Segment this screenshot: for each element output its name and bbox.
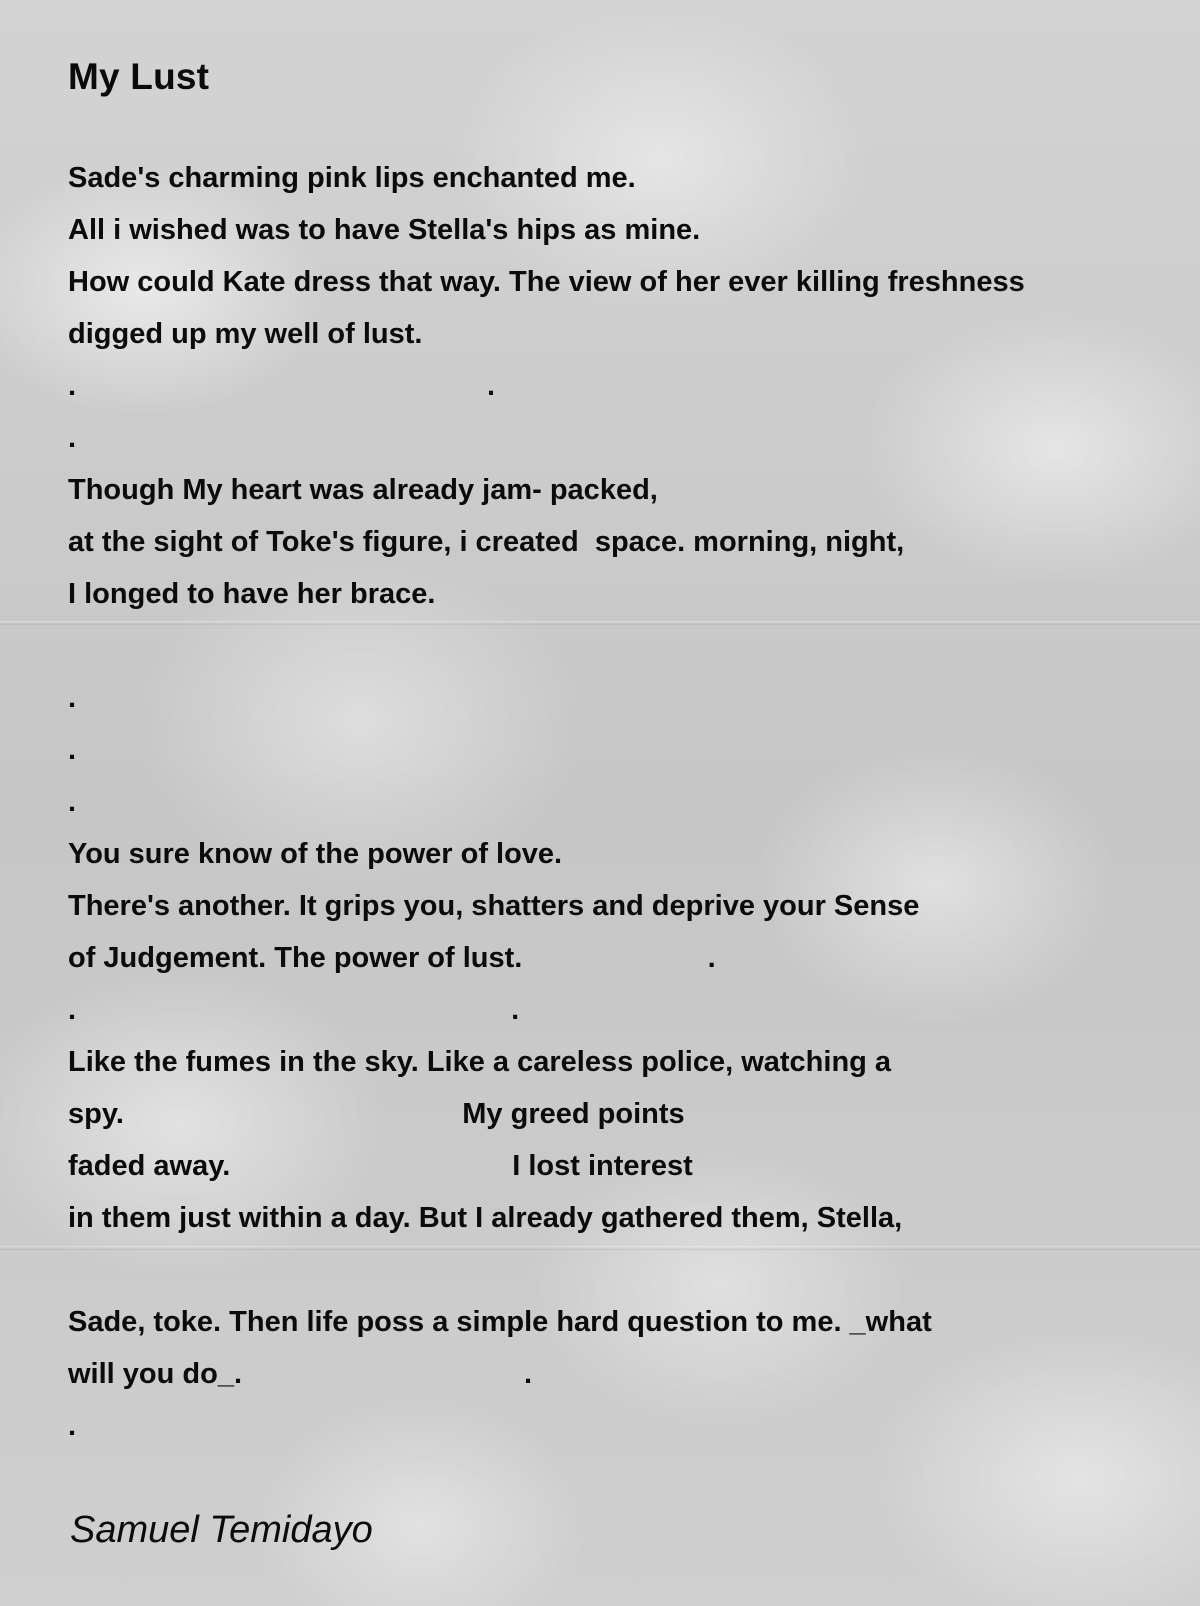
- poem-line: .: [68, 682, 77, 714]
- poem-line: will you do_. .: [68, 1358, 533, 1390]
- poem-line: .: [68, 422, 77, 454]
- poem-line: Sade's charming pink lips enchanted me.: [68, 162, 636, 194]
- poem-line: . .: [68, 994, 520, 1026]
- poem-line: I longed to have her brace.: [68, 578, 436, 610]
- poem-line: . .: [68, 370, 496, 402]
- poem-line: Sade, toke. Then life poss a simple hard question to me. _what: [68, 1306, 932, 1338]
- poem-line: Though My heart was already jam- packed,: [68, 474, 658, 506]
- poem-line: How could Kate dress that way. The view of her ever killing freshness: [68, 266, 1025, 298]
- poem-line: faded away. I lost interest: [68, 1150, 693, 1182]
- poem-line: Like the fumes in the sky. Like a careless police, watching a: [68, 1046, 892, 1078]
- poem-line: digged up my well of lust.: [68, 318, 423, 350]
- poem-line: in them just within a day. But I already gathered them, Stella,: [68, 1202, 903, 1234]
- poem-line: of Judgement. The power of lust. .: [68, 942, 716, 974]
- poem-blank-line: [68, 620, 1168, 672]
- poem-line: All i wished was to have Stella's hips as mine.: [68, 214, 701, 246]
- poem-line: at the sight of Toke's figure, i created space. morning, night,: [68, 526, 905, 558]
- poem-line: .: [68, 786, 77, 818]
- poem-container: [68, 52, 1168, 1452]
- poem-blank-line: [68, 1244, 1168, 1296]
- poem-line: You sure know of the power of love.: [68, 838, 563, 870]
- poem-author: Samuel Temidayo: [70, 1509, 373, 1551]
- poem-body: [68, 152, 1168, 1452]
- poem-line: spy. My greed points: [68, 1098, 685, 1130]
- poem-title: My Lust: [68, 56, 210, 97]
- poem-line: There's another. It grips you, shatters and deprive your Sense: [68, 890, 920, 922]
- poem-line: .: [68, 1410, 77, 1442]
- poem-line: .: [68, 734, 77, 766]
